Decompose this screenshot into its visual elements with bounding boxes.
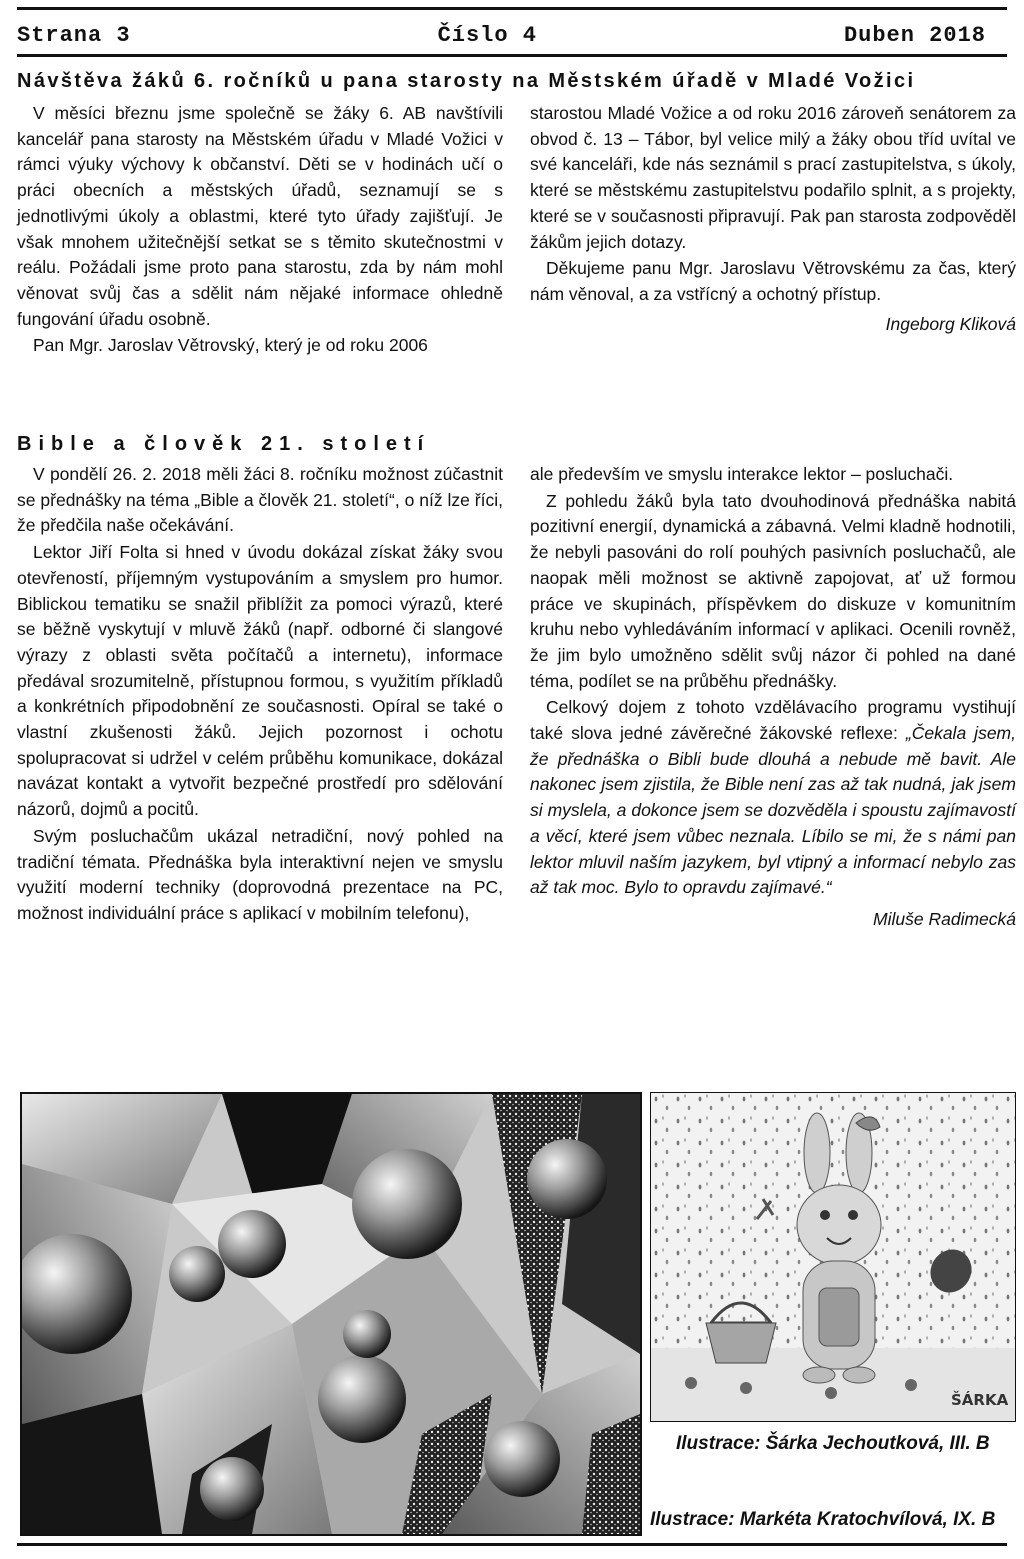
page-header (17, 18, 986, 52)
issue-date: Duben 2018 (843, 22, 986, 48)
article-column-right (530, 101, 1016, 338)
illustration-easter-bunny (650, 1092, 1016, 1422)
bottom-rule (17, 1543, 1007, 1546)
article-column-left (17, 101, 503, 360)
author-signature: Ingeborg Kliková (885, 313, 1016, 334)
article-column-left (17, 462, 503, 928)
artist-signature: ŠÁRKA (951, 1391, 1009, 1409)
illustration-caption: Ilustrace: Šárka Jechoutková, III. B (676, 1433, 990, 1454)
page-number: Strana 3 (17, 22, 131, 48)
paragraph: V pondělí 26. 2. 2018 měli žáci 8. ročníku možnost zúčastnit se přednášky na téma „Bible a člověk 21. století“, o níž lze říci, že předčila naše očekávání. (17, 464, 503, 536)
article-title: Bible a člověk 21. století (17, 433, 431, 455)
quote: „Čekala jsem, že přednáška o Bibli bude dlouhá a nebude mě bavit. Ale nakonec jsem zjistila, že Bible není zas až tak nudná, jak jsem si myslela, a dokonce jsem se dozvěděla i spoustu zajímavostí a věcí, které jsem vůbec neznala. Líbilo se mi, že s námi pan lektor mluvil naším jazykem, byl vtipný a informací nebylo zas až tak moc. Bylo to opravdu zajímavé.“ (530, 723, 1016, 898)
header-rule (17, 54, 1007, 57)
paragraph-text: Celkový dojem z tohoto vzdělávacího programu vystihují také slova jedné závěrečné žákovské reflexe: (530, 697, 1016, 744)
top-rule (17, 7, 1007, 10)
issue-number: Číslo 4 (437, 22, 537, 48)
author-signature: Miluše Radimecká (873, 908, 1016, 929)
article-column-right (530, 462, 1016, 934)
paragraph (530, 695, 1016, 901)
paragraph: Lektor Jiří Folta si hned v úvodu dokázal získat žáky svou otevřeností, příjemným vystupováním a smyslem pro humor. Biblickou tematiku se snažil přiblížit za pomoci výrazů, které se běžně vyskytují v mluvě žáků (např. odborné či slangové výrazy z oblasti světa počítačů a internetu), informace předával srozumitelně, přístupnou formou, s využitím příkladů a konkrétních připodobnění ze současnosti. Opíral se také o vlastní zkušenosti žáků. Jejich pozornost i ochotu spolupracovat si udržel v celém průběhu komunikace, dokázal navázat kontakt a vytvořit bezpečné prostředí pro sdělování názorů, dojmů a pocitů. (17, 542, 503, 820)
paragraph: Pan Mgr. Jaroslav Větrovský, který je od roku 2006 (33, 335, 428, 356)
paragraph: Z pohledu žáků byla tato dvouhodinová přednáška nabitá pozitivní energií, dynamická a zábavná. Velmi kladně hodnotili, že nebyli pasováni do rolí pouhých pasivních posluchačů, ale naopak měli možnost se aktivně zapojovat, ať už formou práce ve skupinách, příspěvkem do diskuze v komunitním kruhu nebo vyhledáváním informací v aplikaci. Ocenili rovněž, že jim bylo umožněno sdělit svůj názor či pohled na dané téma, podílet se na průběhu přednášky. (530, 490, 1016, 691)
paragraph: V měsíci březnu jsme společně se žáky 6. AB navštívili kancelář pana starosty na Městském úřadu v Mladé Vožici v rámci výuky výchovy k občanství. Děti se v hodinách učí o práci obecních a městských úřadů, seznamují se s jednotlivými úkoly a oblastmi, které tyto úřady zajišťují. Je však mnohem užitečnější setkat se s těmito skutečnostmi v reálu. Požádali jsme proto pana starostu, zda by nám mohl věnovat svůj čas a sdělit nám nějaké informace ohledně fungování úřadu osobně. (17, 103, 503, 329)
illustration-geometric-spheres (20, 1092, 642, 1536)
paragraph: Děkujeme panu Mgr. Jaroslavu Větrovskému za čas, který nám věnoval, a za vstřícný a ochotný přístup. (530, 258, 1016, 304)
article-title: Návštěva žáků 6. ročníků u pana starosty na Městském úřadě v Mladé Vožici (17, 70, 916, 92)
paragraph: Svým posluchačům ukázal netradiční, nový pohled na tradiční témata. Přednáška byla interaktivní nejen ve smyslu využití moderní techniky (doprovodná prezentace na PC, možnost individuální práce s aplikací v mobilním telefonu), (17, 825, 503, 923)
illustration-caption: Ilustrace: Markéta Kratochvílová, IX. B (650, 1509, 996, 1530)
paragraph: starostou Mladé Vožice a od roku 2016 zároveň senátorem za obvod č. 13 – Tábor, byl velice milý a žáky obou tříd uvítal ve své kanceláři, kde nás seznámil s prací zastupitelstva, s úkoly, které se městskému zastupitelstvu podařilo splnit, a s projekty, které se v současnosti připravují. Pak pan starosta zodpověděl žákům jejich dotazy. (530, 103, 1016, 252)
paragraph: ale především ve smyslu interakce lektor – posluchači. (530, 464, 954, 484)
